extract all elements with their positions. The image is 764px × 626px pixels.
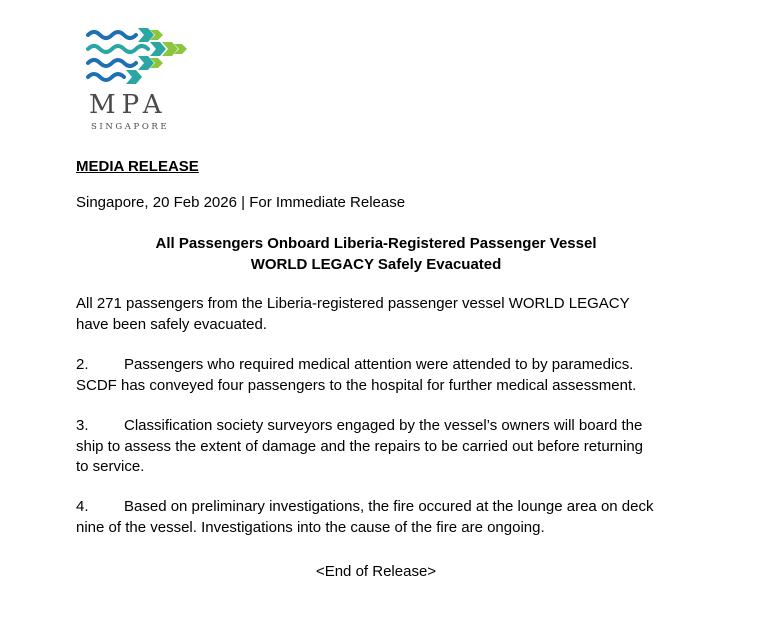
- paragraph-2: [76, 355, 678, 396]
- paragraph-line: Based on preliminary investigations, the fire occured at the lounge area on deck: [124, 498, 654, 515]
- mpa-waves-logo-icon: [84, 26, 194, 88]
- paragraph-line: have been safely evacuated.: [76, 315, 267, 333]
- mpa-logo: [84, 26, 194, 138]
- logo-wordmark: MPA: [89, 90, 168, 120]
- paragraph-number: 2.: [76, 356, 89, 373]
- headline-line-2: WORLD LEGACY Safely Evacuated: [250, 256, 502, 273]
- paragraph-line: Classification society surveyors engaged by the vessel’s owners will board the: [124, 417, 643, 434]
- headline: [76, 233, 676, 275]
- paragraph-line: All 271 passengers from the Liberia-registered passenger vessel WORLD LEGACY: [76, 295, 630, 312]
- paragraph-line: SCDF has conveyed four passengers to the hospital for further medical assessment.: [76, 376, 637, 394]
- paragraph-4: [76, 497, 678, 538]
- paragraph-number: 4.: [76, 498, 89, 515]
- paragraph-line: to service.: [76, 458, 145, 475]
- end-of-release: <End of Release>: [315, 563, 437, 580]
- paragraph-3: [76, 416, 678, 478]
- dateline: Singapore, 20 Feb 2026 | For Immediate Release: [76, 194, 406, 211]
- media-release-label: MEDIA RELEASE: [76, 158, 199, 175]
- paragraph-line: ship to assess the extent of damage and the repairs to be carried out before returning: [76, 437, 644, 455]
- paragraph-1: [76, 294, 678, 335]
- logo-subtitle: SINGAPORE: [91, 122, 170, 132]
- paragraph-number: 3.: [76, 417, 89, 434]
- headline-line-1: All Passengers Onboard Liberia-Registered Passenger Vessel: [155, 235, 597, 252]
- paragraph-line: Passengers who required medical attention were attended to by paramedics.: [124, 356, 634, 373]
- paragraph-line: nine of the vessel. Investigations into the cause of the fire are ongoing.: [76, 518, 545, 536]
